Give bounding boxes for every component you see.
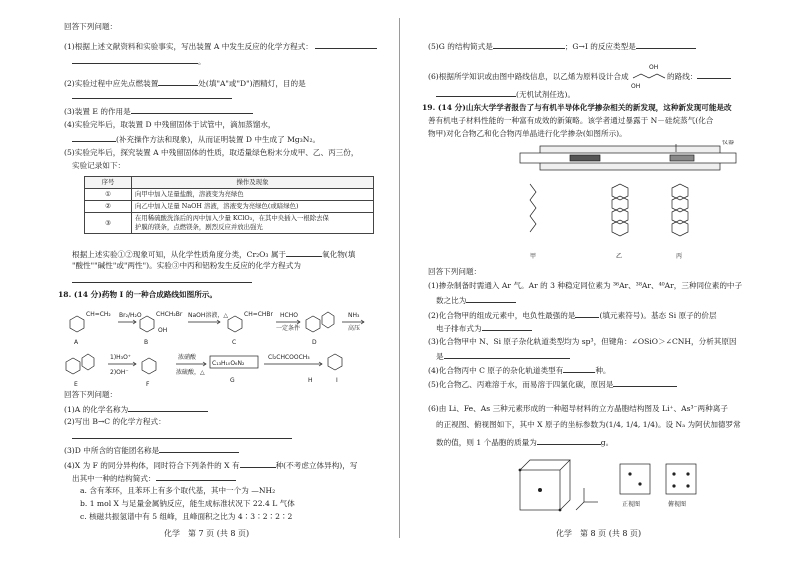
substituent-C: CH=CHBr <box>244 311 274 318</box>
label-E: E <box>74 381 78 388</box>
benzene-ring-C <box>228 316 242 332</box>
sub-question-4: (4)X 为 F 的同分异构体，同时符合下列条件的 X 有 种(不考虑立体异构)，写 <box>64 461 358 470</box>
tube-inner <box>520 153 736 163</box>
page-footer-7: 化学 第 7 页 (共 8 页) <box>164 529 250 538</box>
compound-jia-label: 甲 <box>530 253 537 260</box>
condition-c: c. 核磁共振氢谱中有 5 组峰，且峰面积之比为 4∶3∶2∶2∶2 <box>80 512 293 521</box>
question-19-line2: 善有机电子材料性能的一种富有成效的新策略。该学者通过暴露于 N－硅烷蒸气(化合 <box>428 116 714 125</box>
reagent-4-cond: 高压 <box>348 325 361 332</box>
page-footer-8: 化学 第 8 页 (共 8 页) <box>556 529 642 538</box>
question-5-g: (5)G 的结构简式是 ；G→I 的反应类型是 <box>428 40 696 52</box>
row-number: ② <box>85 201 132 213</box>
zigzag-chain <box>631 72 667 82</box>
sub-question-19-2-cont: 电子排布式为 <box>436 322 532 334</box>
benzene-ring-E <box>66 358 80 374</box>
sub-question-19-5: (5)化合物乙、丙难溶于水，而易溶于四氯化碳，原因是 <box>428 378 677 390</box>
substituent-A: CH=CH₂ <box>86 311 111 318</box>
reagent-7: Cl₂CHCOOCH₃ <box>268 354 310 361</box>
question-18-heading: 18. (14 分)药物 I 的一种合成路线如图所示。 <box>58 290 217 299</box>
label-D: D <box>312 339 317 346</box>
dioxane-ring-E <box>82 354 94 370</box>
label-G: G <box>230 377 235 384</box>
benzene-ring-F <box>142 358 156 374</box>
condition-b: b. 1 mol X 与足量金属钠反应，能生成标准状况下 22.4 L 气体 <box>80 499 295 508</box>
front-view-label: 正视图 <box>622 501 641 508</box>
compound-yi-structure <box>612 184 628 236</box>
sub-question-19-4: (4)化合物丙中 C 原子的杂化轨道类型有 种。 <box>428 366 611 375</box>
sub-question-4-cont: 出其中一种的结构简式： <box>72 472 236 484</box>
question-5-cont: 实验记录如下： <box>72 161 126 170</box>
dioxane-ring-D <box>322 312 334 328</box>
question-2: (2)实验过程中应先点燃装置 处(填"A"或"D")酒精灯，目的是 <box>64 79 306 88</box>
question-1: (1)根据上述文献资料和实验事实，写出装置 A 中发生反应的化学方程式： <box>64 40 377 52</box>
table-header-op: 操作及现象 <box>132 177 374 189</box>
front-view-box <box>620 464 650 494</box>
intro-2: 回答下列问题： <box>428 267 482 276</box>
sub-question-3: (3)D 中所含的官能团名称是 <box>64 444 239 456</box>
sub-intro-text: 回答下列问题： <box>64 390 118 399</box>
sub-question-19-6-end: 数的值，则 1 个晶胞的质量为 g。 <box>436 438 614 447</box>
sub-question-19-6: (6)由 Li、Fe、As 三种元素形成的一种超导材料的立方晶胞结构图及 Li⁺、As³⁻两种离子 <box>428 404 728 413</box>
row-text: 向甲中加入足量盐酸，溶液变为亮绿色 <box>132 189 374 201</box>
reagent-3: HCHO <box>280 312 298 319</box>
substituent-B-oh: OH <box>158 327 168 334</box>
sample-holder <box>670 155 694 161</box>
sub-question-19-2: (2)化合物甲的组成元素中，电负性最强的是 (填元素符号)。基态 Si 原子的价层 <box>428 311 717 320</box>
table-header-no: 序号 <box>85 177 132 189</box>
intro-text: 回答下列问题： <box>64 22 118 31</box>
row-text: 向乙中加入足量 NaOH 溶液，溶液变为亮绿色(或暗绿色) <box>132 201 374 213</box>
sub-question-2: (2)写出 B→C 的化学方程式： <box>64 417 166 426</box>
benzene-ring-A <box>70 316 84 332</box>
formula-G: C₁₃H₁₀O₆N₂ <box>212 360 245 367</box>
sub-question-19-1-cont: 数之比为 <box>436 294 516 306</box>
question-6: (6)根据所学知识或由图中路线信息，以乙烯为原料设计合成 OH OH 的路线： <box>428 70 731 82</box>
table-header-row <box>85 177 374 189</box>
top-view-label: 俯视图 <box>668 501 687 508</box>
compound-bing-label: 丙 <box>676 253 683 260</box>
compound-yi-label: 乙 <box>616 253 623 260</box>
question-6-cont: (无机试剂任选)。 <box>436 88 575 100</box>
synthesis-scheme-2 <box>60 344 380 390</box>
benzene-ring-I <box>328 354 342 370</box>
question-4: (4)实验完毕后，取装置 D 中残留固体于试管中，滴加蒸馏水， <box>64 120 276 129</box>
row-number: ③ <box>85 213 132 234</box>
reagent-4: NH₃ <box>348 312 360 319</box>
row-number: ① <box>85 189 132 201</box>
crystal-cell-figure <box>510 454 720 524</box>
reagent-6b: 浓硫酸，△ <box>176 369 205 376</box>
table-row <box>85 201 374 213</box>
experiment-table <box>84 176 374 234</box>
reagent-5: 1)H₃O⁺ <box>110 354 131 361</box>
sub-question-1: (1)A 的化学名称为 <box>64 403 208 415</box>
sample-boat <box>570 155 600 161</box>
label-I: I <box>336 377 338 384</box>
answer-line-sq2 <box>72 430 292 442</box>
label-B: B <box>144 339 149 346</box>
question-5: (5)实验完毕后，探究装置 A 中残留固体的性质，取适量绿色粉末分成甲、乙、丙三份， <box>64 148 359 157</box>
reagent-6: 浓硝酸 <box>178 354 197 361</box>
question-4-cont: (补充操作方法和现象)，从而证明装置 D 中生成了 Mg₃N₂。 <box>72 133 320 145</box>
label-A: A <box>74 339 79 346</box>
answer-line-1: 。 <box>72 55 206 67</box>
label-F: F <box>146 381 150 388</box>
sub-question-19-1: (1)掺杂制备时需通入 Ar 气。Ar 的 3 种稳定同位素为 ³⁶Ar、³⁸Ar、⁴⁰Ar，三种同位素的中子 <box>428 281 743 290</box>
sub-question-19-6-cont: 的正视图、俯视图如下，其中 X 原子的坐标参数为(1/4, 1/4, 1/4)。设 Nₐ 为阿伏加德罗常 <box>436 420 741 429</box>
compound-bing-structure <box>672 184 688 236</box>
question-3: (3)装置 E 的作用是 <box>64 105 253 117</box>
reagent-1: Br₂/H₂O <box>119 312 142 319</box>
question-5-analysis: 根据上述实验①②现象可知，从化学性质角度分类，Cr₂O₃ 属于 氧化物(填 <box>72 250 356 259</box>
target-molecule <box>631 64 667 90</box>
top-view-box <box>666 464 696 494</box>
benzene-ring-B <box>140 316 154 332</box>
substituent-B: CHCH₂Br <box>156 311 183 318</box>
reagent-5b: 2)OH⁻ <box>110 369 129 376</box>
table-row <box>85 213 374 234</box>
label-C: C <box>232 339 237 346</box>
doping-diagram <box>500 140 750 262</box>
hydroxyl-bottom: OH <box>631 83 641 90</box>
sub-question-19-3-cont: 是 <box>436 350 570 362</box>
label-H: H <box>308 377 313 384</box>
question-19-heading: 19. (14 分)山东大学学者报告了与有机半导体化学掺杂相关的新发现，这种新发现可能是改 <box>422 103 732 112</box>
condition-a: a. 含有苯环，且苯环上有多个取代基，其中一个为 —NH₂ <box>80 486 276 495</box>
hydroxyl-top: OH <box>649 64 659 71</box>
row-text: 在用稀硫酸洗涤后的丙中加入少量 KClO₃，在其中央插入一根除去保 护膜的镁条，点燃镁条，剧烈反应并放出强光 <box>132 213 374 234</box>
table-row <box>85 189 374 201</box>
answer-line-5 <box>72 274 252 286</box>
question-5-analysis-cont: "酸性""碱性"或"两性")。实验③中丙和铝粉发生反应的化学方程式为 <box>72 261 301 270</box>
question-19-line3: 物甲)对化合物乙和化合物丙单晶进行化学掺杂(如图所示)。 <box>428 129 627 138</box>
answer-line-2 <box>72 90 232 102</box>
compound-jia-chain <box>530 184 536 232</box>
benzene-ring-D <box>306 316 320 332</box>
reagent-3-cond: 一定条件 <box>276 325 301 332</box>
right-page <box>400 0 800 567</box>
synthesis-scheme-1 <box>60 302 380 348</box>
instrument-label: 仪器 <box>722 140 735 146</box>
reagent-2: NaOH溶液，△ <box>188 312 229 319</box>
sub-question-19-3: (3)化合物甲中 N、Si 原子杂化轨道类型均为 sp³，但键角：∠OSiO＞∠CNH，分析其原因 <box>428 337 737 346</box>
